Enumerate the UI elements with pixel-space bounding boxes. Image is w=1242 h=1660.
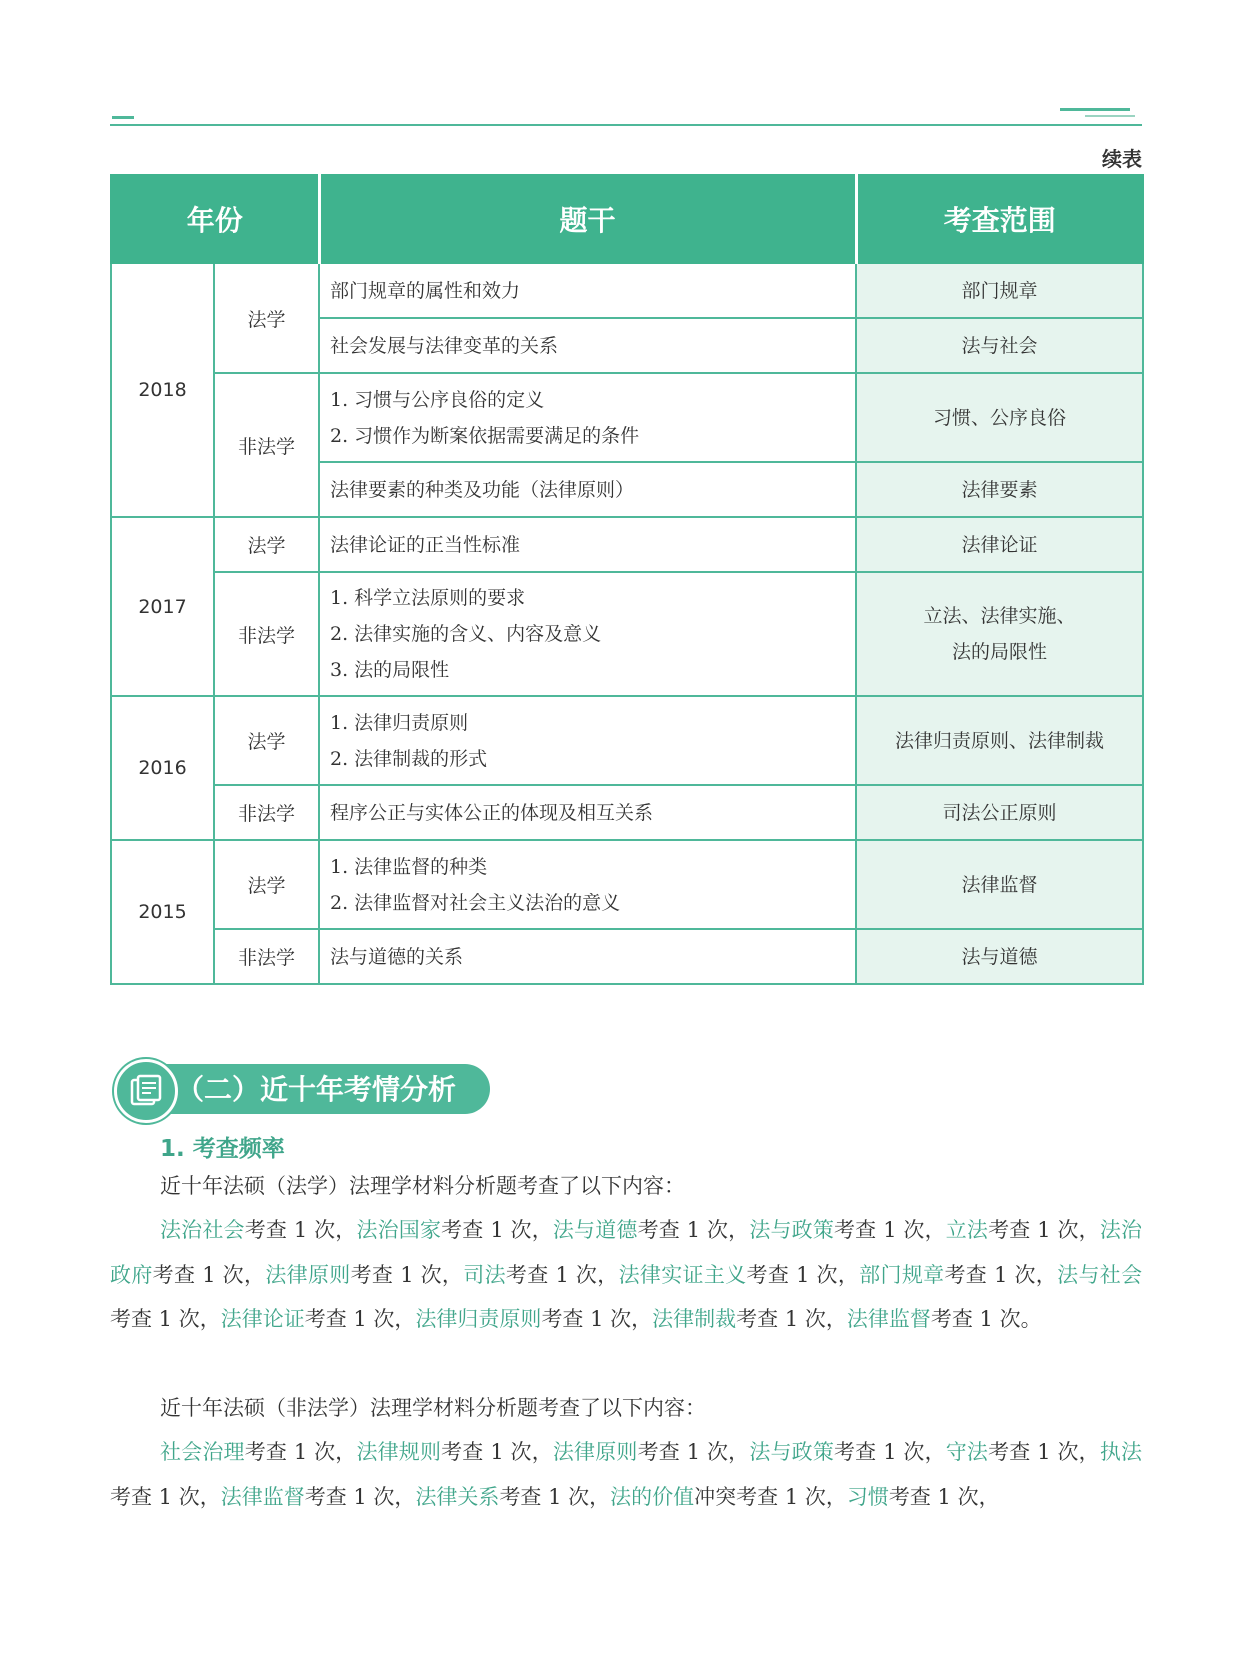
table-row	[111, 929, 1143, 984]
highlighted-topic: 法律监督	[846, 1307, 931, 1331]
exam-table	[110, 174, 1144, 985]
paragraph-text: 考查 1 次，	[637, 1440, 750, 1464]
highlighted-topic: 守法	[945, 1440, 989, 1464]
paragraph-text: 考查 1 次。	[930, 1307, 1042, 1331]
category-cell: 非法学	[214, 572, 319, 696]
sub-heading: 1. 考查频率	[160, 1136, 285, 1162]
highlighted-topic: 法与政策	[749, 1218, 834, 1242]
stem-cell	[319, 785, 856, 840]
scope-cell	[856, 318, 1143, 373]
highlighted-topic: 法与社会	[1057, 1262, 1143, 1287]
category-cell: 非法学	[214, 929, 319, 984]
paragraph-text: 考查 1 次，	[541, 1307, 653, 1331]
highlighted-topic: 法治国家	[356, 1218, 442, 1242]
scope-line: 部门规章	[961, 279, 1038, 302]
header-year: 年份	[111, 175, 319, 263]
paragraph-text: 考查 1 次，	[304, 1307, 416, 1331]
stem-cell	[319, 517, 856, 572]
table-row	[111, 517, 1143, 572]
paragraph-text: 考查 1 次，	[350, 1262, 464, 1287]
header-scope: 考查范围	[856, 175, 1143, 263]
table-row	[111, 373, 1143, 462]
stem-line: 1. 法律监督的种类	[330, 855, 488, 878]
highlighted-topic: 法治社会	[160, 1218, 245, 1242]
year-cell: 2015	[111, 840, 214, 984]
scope-line: 法律归责原则、法律制裁	[895, 729, 1105, 752]
paragraph-text: 考查 1 次，	[441, 1440, 553, 1464]
scope-cell	[856, 462, 1143, 517]
paragraph-text: 考查 1 次，	[988, 1440, 1100, 1464]
scope-cell	[856, 696, 1143, 785]
highlighted-topic: 社会治理	[160, 1440, 245, 1464]
table-row	[111, 263, 1143, 318]
scope-line: 法与社会	[961, 334, 1038, 357]
scope-line: 习惯、公序良俗	[933, 406, 1067, 429]
scope-line: 法与道德	[961, 945, 1038, 968]
stem-line: 2. 法律监督对社会主义法治的意义	[330, 891, 621, 914]
stem-line: 社会发展与法律变革的关系	[330, 334, 559, 357]
paragraph-text: 考查 1 次，	[746, 1262, 860, 1287]
nonlaw-topics-paragraph	[110, 1430, 1142, 1519]
stem-line: 2. 习惯作为断案依据需要满足的条件	[330, 424, 640, 447]
header-rule-accent-right-thin	[1085, 115, 1135, 117]
paragraph-text: 考查 1 次，	[888, 1484, 1000, 1509]
paragraph-text: 考查 1 次，	[110, 1484, 221, 1509]
header-rule-accent-right	[1060, 108, 1130, 111]
category-cell: 法学	[214, 263, 319, 373]
highlighted-topic: 法律原则	[265, 1262, 351, 1287]
paragraph-text: 考查 1 次，	[152, 1262, 266, 1287]
highlighted-topic: 执法	[1099, 1440, 1143, 1464]
stem-line: 部门规章的属性和效力	[330, 279, 521, 302]
scope-line: 法律监督	[961, 873, 1038, 896]
scope-cell	[856, 263, 1143, 318]
intro-nonlaw-paragraph: 近十年法硕（非法学）法理学材料分析题考查了以下内容：	[160, 1396, 706, 1420]
highlighted-topic: 法的价值	[610, 1484, 695, 1509]
stem-line: 1. 习惯与公序良俗的定义	[330, 388, 545, 411]
paragraph-text: 考查 1 次，	[244, 1218, 357, 1242]
highlighted-topic: 法律实证主义	[618, 1262, 747, 1287]
year-cell: 2017	[111, 517, 214, 696]
table-row	[111, 785, 1143, 840]
stem-line: 法律论证的正当性标准	[330, 533, 521, 556]
category-cell: 法学	[214, 517, 319, 572]
highlighted-topic: 法律监督	[220, 1484, 305, 1509]
scope-cell	[856, 572, 1143, 696]
paragraph-text: 考查 1 次，	[505, 1262, 619, 1287]
scope-line: 立法、法律实施、	[923, 605, 1076, 627]
header-rule-accent-left	[112, 116, 134, 119]
highlighted-topic: 法与政策	[749, 1440, 834, 1464]
paragraph-text: 考查 1 次，	[499, 1484, 611, 1509]
header-rule	[110, 124, 1142, 126]
stem-cell	[319, 696, 856, 785]
document-chart-icon	[114, 1059, 178, 1123]
highlighted-topic: 法律规则	[356, 1440, 442, 1464]
table-row	[111, 696, 1143, 785]
category-cell: 法学	[214, 696, 319, 785]
paragraph-text: 考查 1 次，	[834, 1440, 946, 1464]
highlighted-topic: 法律归责原则	[415, 1307, 542, 1331]
stem-cell	[319, 462, 856, 517]
continued-label: 续表	[1102, 147, 1142, 171]
highlighted-topic: 习惯	[846, 1484, 889, 1509]
highlighted-topic: 法律关系	[415, 1484, 500, 1509]
stem-line: 程序公正与实体公正的体现及相互关系	[330, 801, 654, 824]
stem-line: 2. 法律实施的含义、内容及意义	[330, 623, 602, 645]
scope-line: 法律论证	[961, 533, 1038, 556]
paragraph-text: 考查 1 次，	[110, 1307, 221, 1331]
header-stem: 题干	[319, 175, 856, 263]
scope-cell	[856, 373, 1143, 462]
highlighted-topic: 立法	[945, 1218, 989, 1242]
stem-line: 1. 科学立法原则的要求	[330, 587, 526, 609]
stem-cell	[319, 929, 856, 984]
paragraph-text: 考查 1 次，	[944, 1262, 1058, 1287]
stem-cell	[319, 373, 856, 462]
scope-cell	[856, 929, 1143, 984]
stem-line: 1. 法律归责原则	[330, 711, 469, 734]
category-cell: 非法学	[214, 785, 319, 840]
highlighted-topic: 法律制裁	[652, 1307, 737, 1331]
scope-cell	[856, 517, 1143, 572]
year-cell: 2018	[111, 263, 214, 517]
highlighted-topic: 法律原则	[552, 1440, 638, 1464]
table-header-row	[111, 175, 1143, 263]
highlighted-topic: 司法	[463, 1262, 506, 1287]
stem-line: 3. 法的局限性	[330, 659, 450, 681]
category-cell: 非法学	[214, 373, 319, 517]
stem-cell	[319, 318, 856, 373]
scope-cell	[856, 785, 1143, 840]
year-cell: 2016	[111, 696, 214, 840]
scope-line: 法律要素	[961, 478, 1038, 501]
highlighted-topic: 部门规章	[859, 1262, 945, 1287]
law-topics-paragraph	[110, 1208, 1142, 1342]
stem-cell	[319, 263, 856, 318]
paragraph-text: 考查 1 次，	[834, 1218, 946, 1242]
table-row	[111, 840, 1143, 929]
stem-line: 法律要素的种类及功能（法律原则）	[330, 478, 635, 501]
scope-line: 司法公正原则	[942, 801, 1057, 824]
scope-cell	[856, 840, 1143, 929]
stem-line: 2. 法律制裁的形式	[330, 747, 488, 770]
stem-cell	[319, 572, 856, 696]
scope-line: 法的局限性	[952, 641, 1048, 663]
intro-law-paragraph: 近十年法硕（法学）法理学材料分析题考查了以下内容：	[160, 1174, 685, 1198]
paragraph-text: 考查 1 次，	[441, 1218, 553, 1242]
stem-cell	[319, 840, 856, 929]
stem-line: 法与道德的关系	[330, 945, 464, 968]
paragraph-text: 考查 1 次，	[988, 1218, 1100, 1242]
category-cell: 法学	[214, 840, 319, 929]
paragraph-text: 冲突考查 1 次，	[694, 1484, 847, 1509]
paragraph-text: 考查 1 次，	[637, 1218, 750, 1242]
highlighted-topic: 法律论证	[220, 1307, 305, 1331]
highlighted-topic: 法与道德	[552, 1218, 638, 1242]
section-title: （二）近十年考情分析	[176, 1073, 457, 1106]
paragraph-text: 考查 1 次，	[304, 1484, 416, 1509]
highlighted-topic: 法治政府	[110, 1218, 1143, 1287]
table-row	[111, 572, 1143, 696]
paragraph-text: 考查 1 次，	[244, 1440, 357, 1464]
paragraph-text: 考查 1 次，	[736, 1307, 847, 1331]
